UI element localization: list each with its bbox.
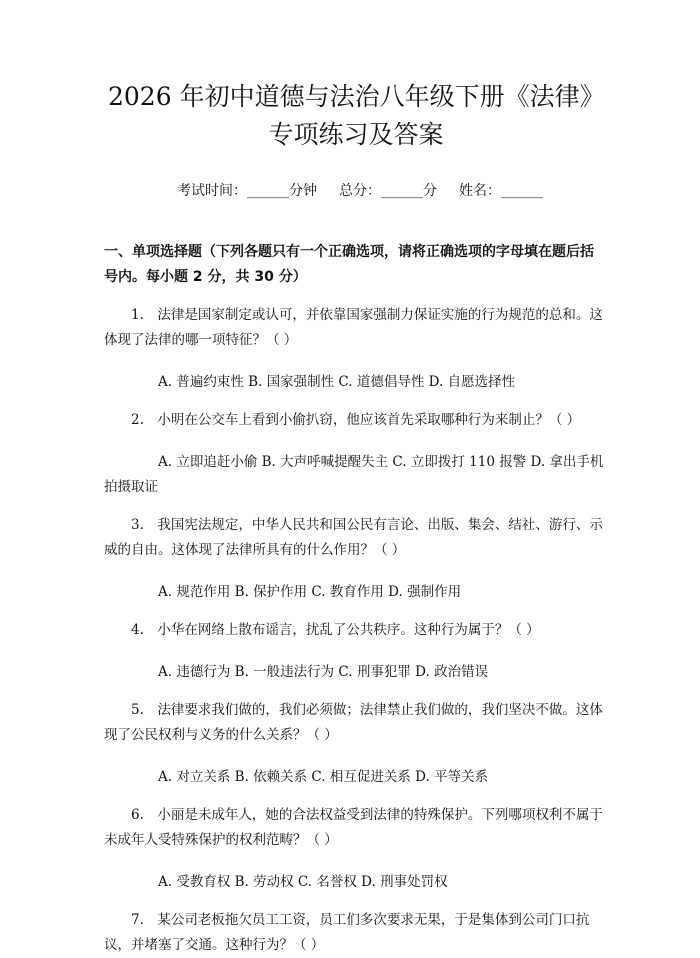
question-7 [104, 908, 604, 958]
question-1 [104, 303, 604, 395]
question-options: A. 规范作用 B. 保护作用 C. 教育作用 D. 强制作用 [158, 584, 462, 600]
title-line-1: 2026 年初中道德与法治八年级下册《法律》 [108, 82, 605, 111]
question-options: A. 普遍约束性 B. 国家强制性 C. 道德倡导性 D. 自愿选择性 [158, 374, 516, 390]
question-stem: 1. 法律是国家制定或认可，并依靠国家强制力保证实施的行为规范的总和。这体现了法律的哪一项特征？（ ） [104, 307, 603, 348]
question-5 [104, 698, 604, 790]
question-options: A. 受教育权 B. 劳动权 C. 名誉权 D. 刑事处罚权 [158, 874, 448, 890]
exam-meta [104, 180, 604, 200]
question-stem: 3. 我国宪法规定，中华人民共和国公民有言论、出版、集会、结社、游行、示威的自由。这体现了法律所具有的什么作用？（ ） [104, 517, 603, 558]
question-stem: 5. 法律要求我们做的，我们必须做；法律禁止我们做的，我们坚决不做。这体现了公民权利与义务的什么关系？（ ） [104, 702, 603, 743]
question-4 [104, 618, 604, 685]
question-stem: 2. 小明在公交车上看到小偷扒窃，他应该首先采取哪种行为来制止？（ ） [131, 412, 581, 428]
question-2 [104, 408, 604, 500]
question-options: A. 立即追赶小偷 B. 大声呼喊提醒失主 C. 立即拨打 110 报警 D. 拿出手机拍摄取证 [104, 454, 604, 495]
student-name-field: 姓名：______ [459, 183, 543, 199]
question-stem: 7. 某公司老板拖欠员工工资，员工们多次要求无果，于是集体到公司门口抗议，并堵塞了交通。这种行为？（ ） [104, 912, 590, 953]
page-title [104, 78, 604, 154]
question-6 [104, 803, 604, 895]
total-score-field: 总分：______分 [339, 183, 437, 199]
question-options: A. 违德行为 B. 一般违法行为 C. 刑事犯罪 D. 政治错误 [158, 664, 489, 680]
question-stem: 6. 小丽是未成年人，她的合法权益受到法律的特殊保护。下列哪项权利不属于未成年人受特殊保护的权利范畴？（ ） [104, 807, 603, 848]
question-stem: 4. 小华在网络上散布谣言，扰乱了公共秩序。这种行为属于？（ ） [131, 622, 540, 638]
question-options: A. 对立关系 B. 依赖关系 C. 相互促进关系 D. 平等关系 [158, 769, 489, 785]
title-line-2: 专项练习及答案 [268, 120, 444, 149]
section-heading: 一、单项选择题（下列各题只有一个正确选项，请将正确选项的字母填在题后括号内。每小题 2 分，共 30 分） [104, 244, 594, 285]
exam-time-field: 考试时间：______分钟 [177, 183, 317, 199]
question-3 [104, 513, 604, 605]
